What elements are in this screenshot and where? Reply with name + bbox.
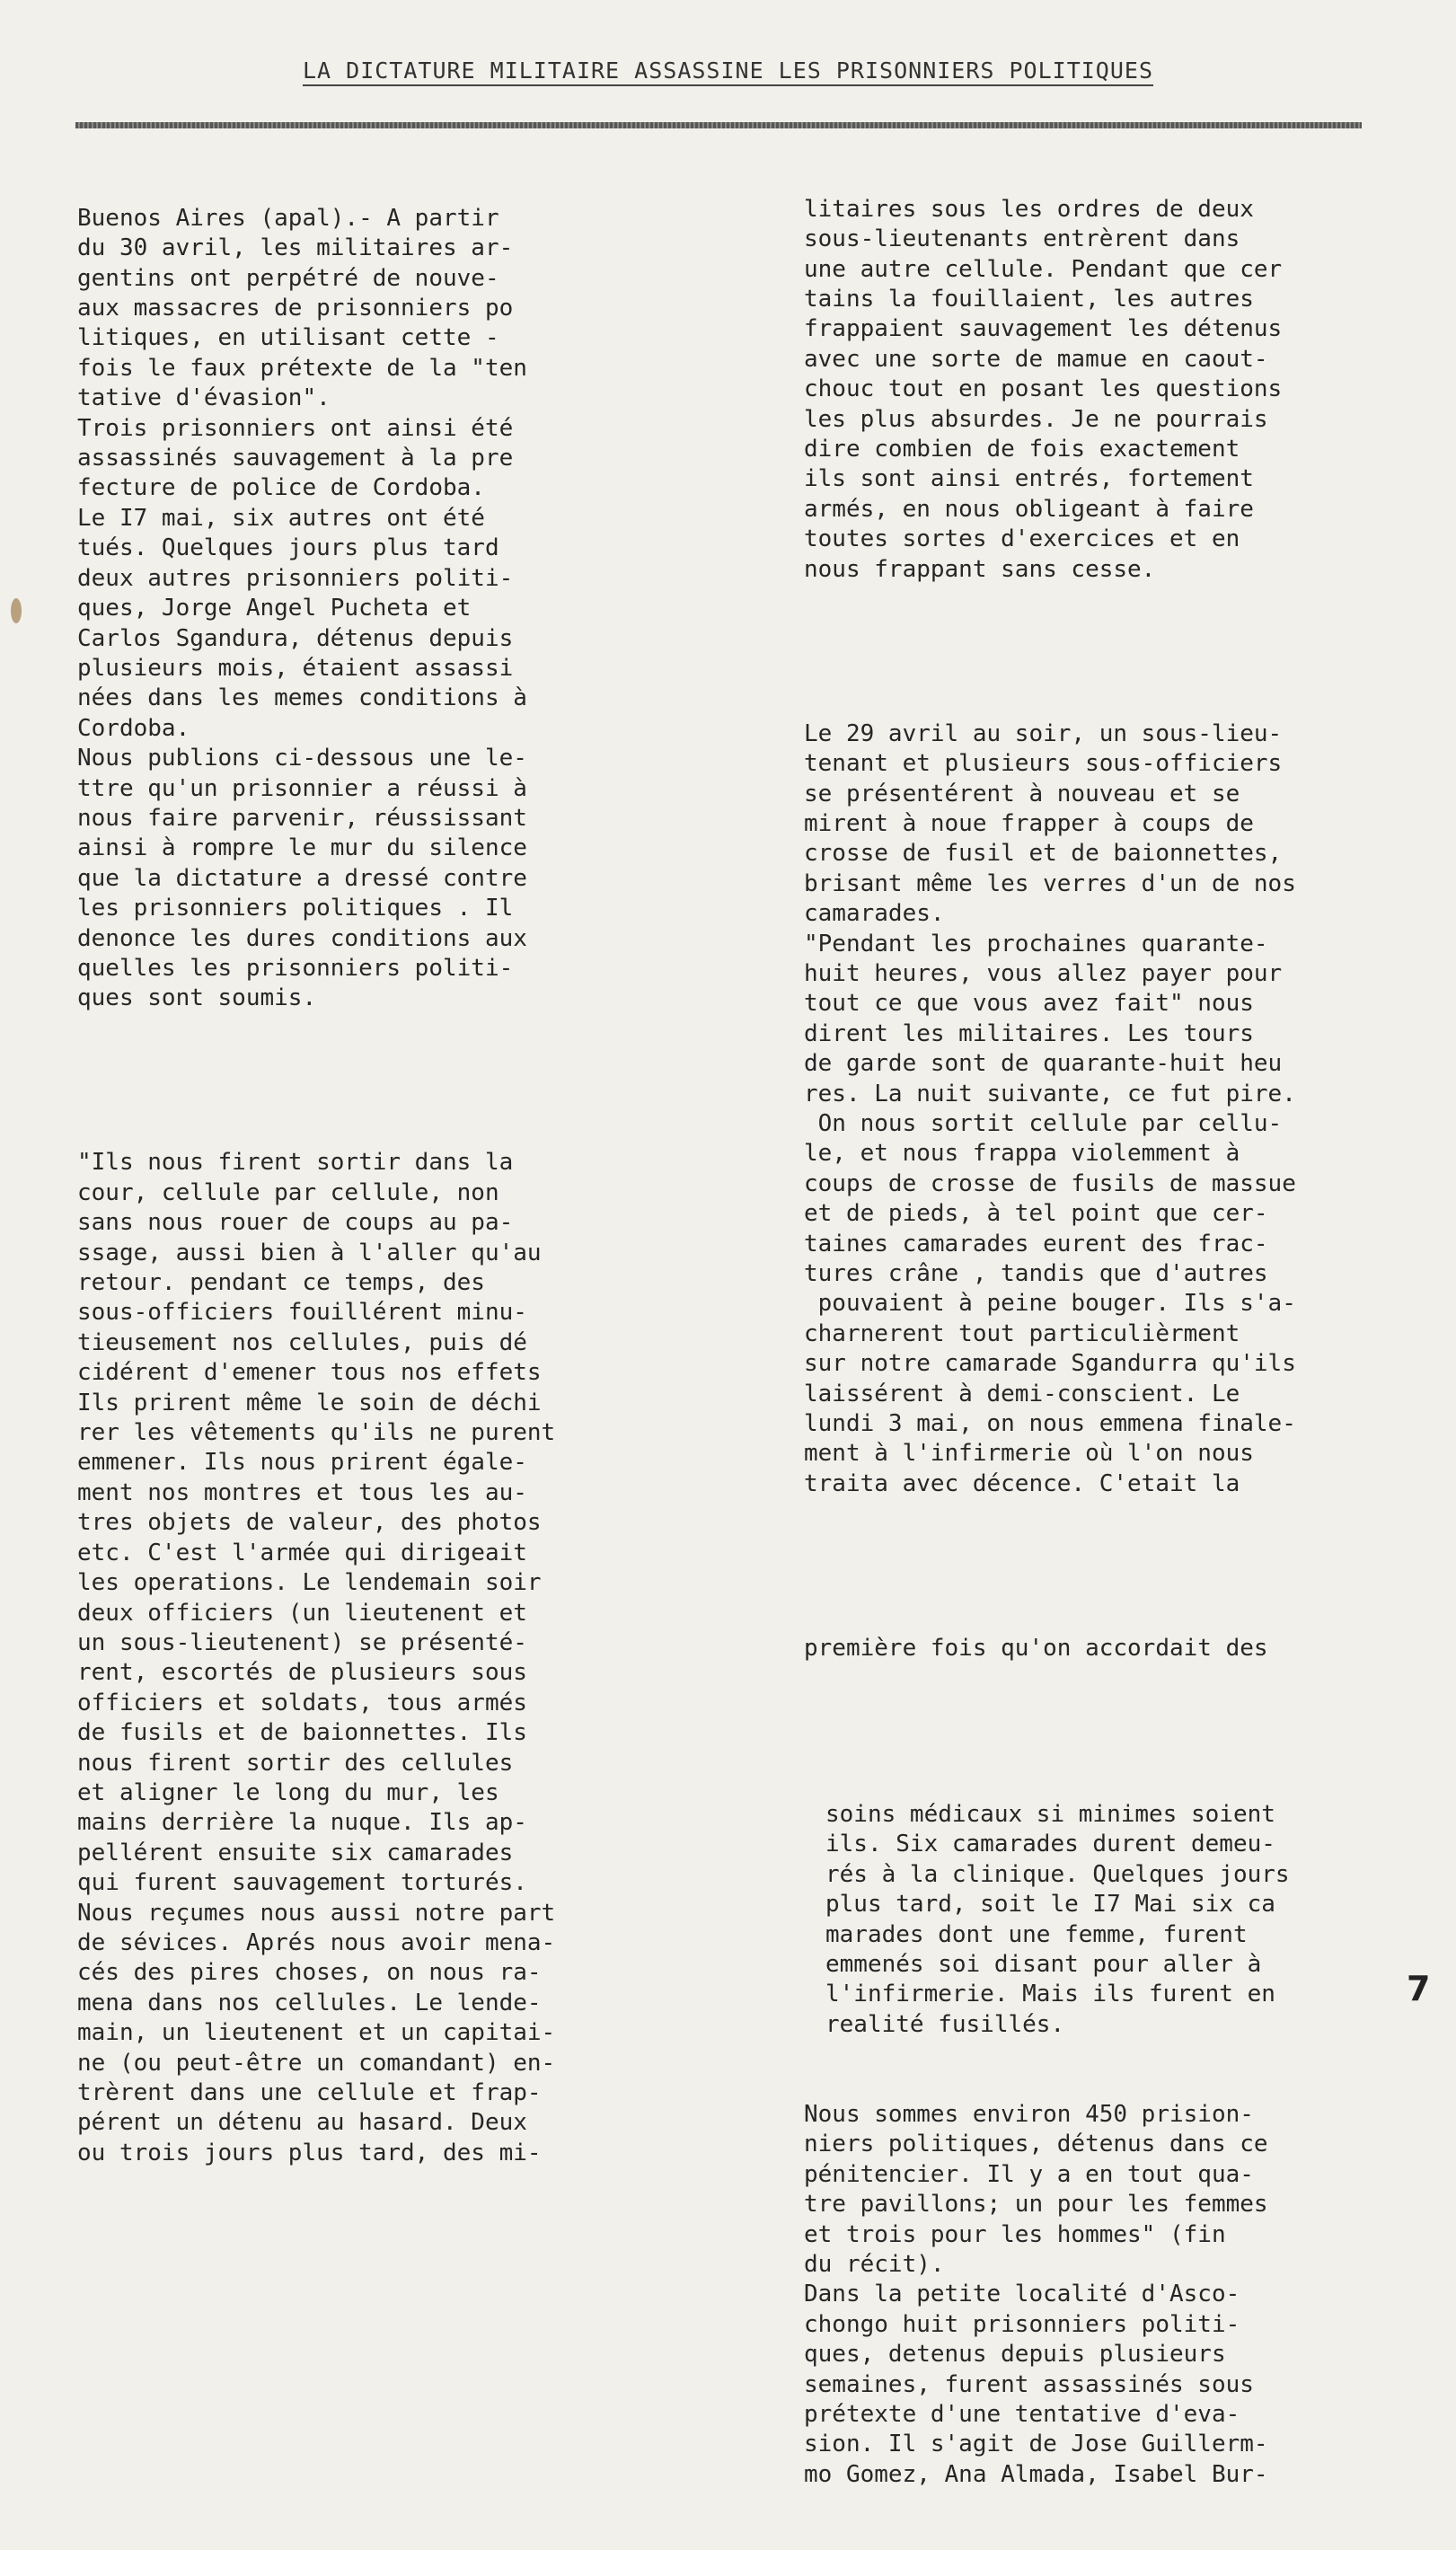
left-column [77,144,670,2228]
right-paragraph-3: première fois qu'on accordait des [804,1634,1268,1662]
right-column [804,135,1397,2550]
right-paragraph-2: Le 29 avril au soir, un sous-lieu- tenant et plusieurs sous-officiers se présentérent à nouveau et se mirent à noue frapper à coups de crosse de fusil et de baionnettes, brisant même les verres d'un de nos camarades. "Pendant les prochaines quarante- huit heures, vous allez payer pour tout ce que vous avez fait" nous dirent les militaires. Les tours de garde sont de quarante-huit heu res. La nuit suivante, ce fut pire. On nous sortit cellule par cellu- le, et nous frappa violemment à coups de crosse de fusils de massue et de pieds, à tel point que cer- taines camarades eurent des frac- tures crâne , tandis que d'autres pouvaient à peine bouger. Ils s'a- charnerent tout particulièrment sur notre camarade Sgandurra qu'ils laissérent à demi-conscient. Le lundi 3 mai, on nous emmena finale- ment à l'infirmerie où l'on nous traita avec décence. C'etait la [804,719,1296,1497]
article-headline [0,57,1456,84]
left-paragraph-intro: Buenos Aires (apal).- A partir du 30 avril, les militaires ar- gentins ont perpétré de nouve- aux massacres de prisonniers po litiques, en utilisant cette - fois le faux prétexte de la "ten tative d'évasion". Trois prisonniers ont ainsi été assassinés sauvagement à la pre fecture de police de Cordoba. Le I7 mai, six autres ont été tués. Quelques jours plus tard deux autres prisonniers politi- ques, Jorge Angel Pucheta et Carlos Sgandura, détenus depuis plusieurs mois, étaient assassi nées dans les memes conditions à Cordoba. Nous publions ci-dessous une le- ttre qu'un prisonnier a réussi à nous faire parvenir, réussissant ainsi à rompre le mur du silence que la dictature a dressé contre les prisonniers politiques . Il denonce les dures conditions aux quelles les prisonniers politi- ques sont soumis. [77,204,527,1012]
right-paragraph-5: Nous sommes environ 450 prision- niers politiques, détenus dans ce pénitencier. Il y a en tout qua- tre pavillons; un pour les femmes et trois pour les hommes" (fin du récit). Dans la petite localité d'Asco- chongo huit prisonniers politi- ques, detenus depuis plusieurs semaines, furent assassinés sous prétexte d'une tentative d'eva- sion. Il s'agit de Jose Guillerm- mo Gomez, Ana Almada, Isabel Bur- [804,2101,1268,2488]
header-rule [75,122,1362,128]
headline-text: LA DICTATURE MILITAIRE ASSASSINE LES PRISONNIERS POLITIQUES [303,57,1153,86]
page-number: 7 [1407,1969,1431,2008]
right-paragraph-1: litaires sous les ordres de deux sous-lieutenants entrèrent dans une autre cellule. Pendant que cer tains la fouillaient, les autres frappaient sauvagement les détenus avec une sorte de mamue en caout- chouc tout en posant les questions les plus absurdes. Je ne pourrais dire combien de fois exactement ils sont ainsi entrés, fortement armés, en nous obligeant à faire toutes sortes d'exercices et en nous frappant sans cesse. [804,195,1283,583]
right-paragraph-4: soins médicaux si minimes soient ils. Six camarades durent demeu- rés à la clinique. Quelques jours plus tard, soit le I7 Mai six ca marades dont une femme, furent emmenés soi disant pour aller à l'infirmerie. Mais ils furent en realité fusillés. [825,1800,1290,2038]
left-paragraph-letter: "Ils nous firent sortir dans la cour, cellule par cellule, non sans nous rouer de coups au pa- ssage, aussi bien à l'aller qu'au retour. pendant ce temps, des sous-officiers fouillérent minu- tieusement nos cellules, puis dé cidérent d'emener tous nos effets Ils prirent même le soin de déchi rer les vêtements qu'ils ne purent emmener. Ils nous prirent égale- ment nos montres et tous les au- tres objets de valeur, des photos etc. C'est l'armée qui dirigeait les operations. Le lendemain soir deux officiers (un lieutenent et un sous-lieutenent) se présenté- rent, escortés de plusieurs sous officiers et soldats, tous armés de fusils et de baionnettes. Ils nous firent sortir des cellules et aligner le long du mur, les mains derrière la nuque. Ils ap- pellérent ensuite six camarades qui furent sauvagement torturés. Nous reçumes nous aussi notre part de sévices. Aprés nous avoir mena- cés des pires choses, on nous ra- mena dans nos cellules. Le lende- main, un lieutenent et un capitai- ne (ou peut-être un comandant) en- trèrent dans une cellule et frap- pérent un détenu au hasard. Deux ou trois jours plus tard, des mi- [77,1149,556,2166]
binding-smudge [11,598,22,623]
